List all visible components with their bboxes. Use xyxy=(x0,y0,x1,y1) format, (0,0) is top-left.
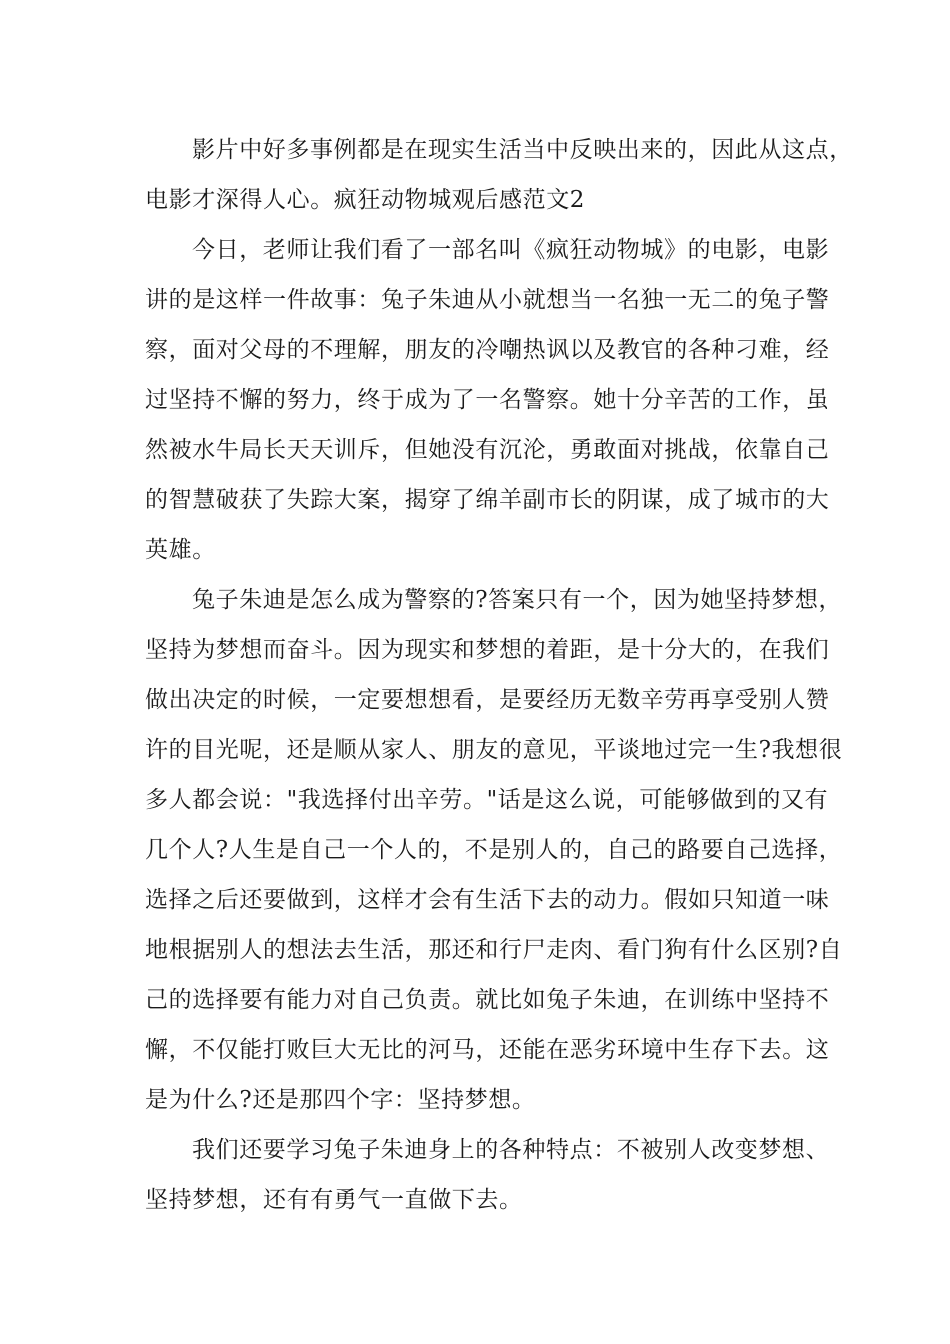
text-line: 地根据别人的想法去生活，那还和行尸走肉、看门狗有什么区别?自 xyxy=(145,937,843,963)
text-line: 兔子朱迪是怎么成为警察的?答案只有一个，因为她坚持梦想， xyxy=(192,587,843,613)
text-line: 过坚持不懈的努力，终于成为了一名警察。她十分辛苦的工作，虽 xyxy=(145,387,830,413)
text-line: 讲的是这样一件故事：兔子朱迪从小就想当一名独一无二的兔子警 xyxy=(145,287,830,313)
text-line: 坚持梦想，还有有勇气一直做下去。 xyxy=(145,1187,523,1213)
text-line: 英雄。 xyxy=(145,537,216,563)
text-line: 的智慧破获了失踪大案，揭穿了绵羊副市长的阴谋，成了城市的大 xyxy=(145,487,830,513)
text-line: 然被水牛局长天天训斥，但她没有沉沦，勇敢面对挑战，依靠自己 xyxy=(145,437,830,463)
text-line: 影片中好多事例都是在现实生活当中反映出来的，因此从这点， xyxy=(192,137,853,163)
text-line: 懈，不仅能打败巨大无比的河马，还能在恶劣环境中生存下去。这 xyxy=(145,1037,830,1063)
text-line: 做出决定的时候，一定要想想看，是要经历无数辛劳再享受别人赞 xyxy=(145,687,830,713)
text-line: 电影才深得人心。疯狂动物城观后感范文2 xyxy=(145,187,586,213)
text-line: 是为什么?还是那四个字：坚持梦想。 xyxy=(145,1087,536,1113)
text-line: 我们还要学习兔子朱迪身上的各种特点：不被别人改变梦想、 xyxy=(192,1137,830,1163)
text-line: 坚持为梦想而奋斗。因为现实和梦想的着距，是十分大的，在我们 xyxy=(145,637,830,663)
text-line: 己的选择要有能力对自己负责。就比如兔子朱迪，在训练中坚持不 xyxy=(145,987,830,1013)
text-line: 选择之后还要做到，这样才会有生活下去的动力。假如只知道一味 xyxy=(145,887,830,913)
text-line: 察，面对父母的不理解，朋友的冷嘲热讽以及教官的各种刁难，经 xyxy=(145,337,830,363)
text-line: 几个人?人生是自己一个人的，不是别人的，自己的路要自己选择， xyxy=(145,837,843,863)
text-line: 多人都会说："我选择付出辛劳。"话是这么说，可能够做到的又有 xyxy=(145,787,829,813)
text-line: 许的目光呢，还是顺从家人、朋友的意见，平谈地过完一生?我想很 xyxy=(145,737,843,763)
text-line: 今日，老师让我们看了一部名叫《疯狂动物城》的电影，电影 xyxy=(192,237,830,263)
